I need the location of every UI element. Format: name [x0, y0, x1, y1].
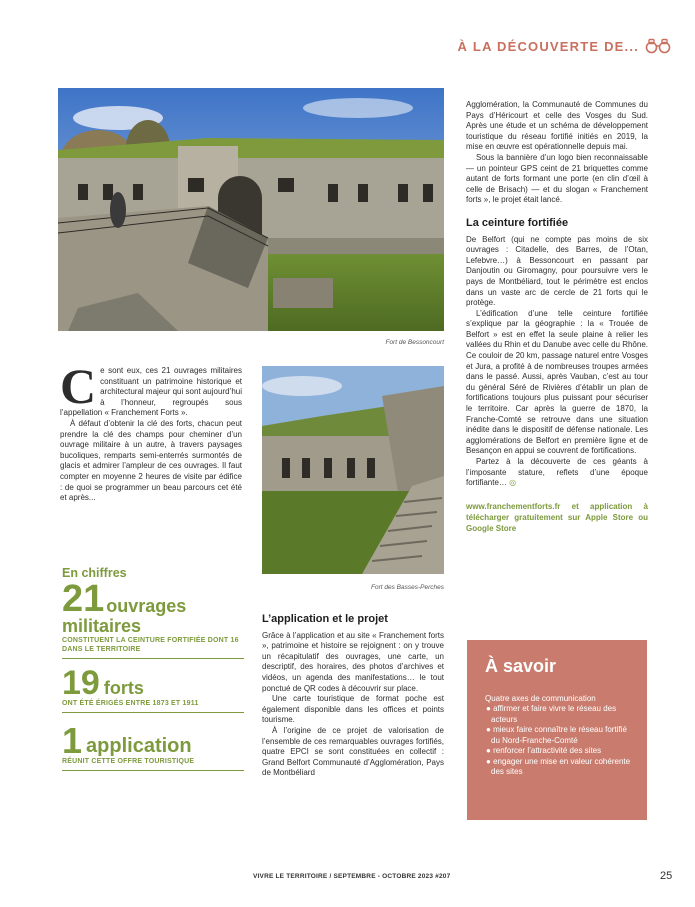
dropcap: C — [60, 358, 97, 414]
application-paragraph-2: Une carte touristique de format poche est également disponible dans les offices et points tourisme. — [262, 694, 444, 725]
intro-text — [60, 358, 242, 504]
ceinture-paragraph-3-text: Partez à la découverte de ces géants à l’imposante stature, reflets d’une époque fortifiante… — [466, 457, 648, 488]
list-item-text: engager une mise en valeur cohérente des sites — [491, 756, 631, 776]
list-item-text: affirmer et faire vivre le réseau des acteurs — [491, 704, 617, 724]
stat-ouvrages — [62, 578, 244, 659]
intro-paragraph-2: À défaut d’obtenir la clé des forts, chacun peut prendre la clé des champs pour cheminer d’un ouvrage militaire à un autre, à travers paysages bucoliques, remparts semi-enterrés surmontés de glacis et admirer l’ampleur de ces ouvrages. Il faut compter en moyenne 2 heures de visite par édifice : de quoi se programmer un beau parcours cet été et après... — [60, 418, 242, 503]
stat-number: 21 — [62, 578, 105, 620]
right-column — [466, 100, 648, 534]
stat-label-line2: militaires — [62, 616, 142, 636]
rubric-title: À LA DÉCOUVERTE DE... — [457, 38, 639, 54]
key-figures-title: En chiffres — [62, 566, 127, 580]
footer-publication: VIVRE LE TERRITOIRE / SEPTEMBRE - OCTOBRE 2023 #207 — [253, 873, 451, 880]
application-section — [262, 614, 444, 779]
list-item — [485, 746, 633, 757]
list-item — [485, 704, 633, 725]
photo-caption-bessoncourt: Fort de Bessoncourt — [385, 339, 444, 346]
ceinture-paragraph-2: L’édification d’une telle ceinture fortifiée s’explique par la géographie : la « Trouée de Belfort » est en effet la seule plaine à relier les vallées du Rhin et du Danube avec celle du Rhône. Ce couloir de 20 km, passage naturel entre Vosges et Jura, a profité à de nombreuses troupes armées dans le passé. Aussi, après Vauban, c’est au tour du général Séré de Rivières d’établir un plan de fortifications toujours plus puissant pour sécuriser le territoire. Car après la guerre de 1870, la Franche-Comté se retrouve dans une situation inédite dans le dispositif de défense nationale. Les agglomérations de Belfort en première ligne et de Besançon en appui se couvrent de fortifications. — [466, 308, 648, 456]
bullet-icon: ● — [486, 756, 491, 766]
a-savoir-box — [467, 640, 647, 820]
bullet-icon: ● — [486, 704, 491, 713]
stat-forts — [62, 664, 244, 713]
list-item-text: mieux faire connaître le réseau fortifié du Nord-Franche-Comté — [491, 725, 627, 745]
photo-fort-basses-perches — [262, 366, 444, 574]
photo-caption-basses-perches: Fort des Basses-Perches — [371, 584, 444, 591]
stat-number: 1 — [62, 720, 83, 761]
a-savoir-intro: Quatre axes de communication — [485, 694, 596, 703]
stat-label: forts — [103, 678, 144, 698]
section-rubric — [458, 38, 671, 54]
a-savoir-title: À savoir — [485, 656, 557, 676]
end-of-article-icon: ◎ — [509, 478, 517, 488]
website-link[interactable]: www.franchementforts.fr et application à télécharger gratuitement sur Apple Store ou Google Store — [466, 501, 648, 533]
list-item — [485, 725, 633, 746]
bullet-icon: ● — [486, 725, 491, 734]
stat-number: 19 — [62, 664, 100, 702]
key-figures — [62, 566, 244, 779]
ceinture-paragraph-3 — [466, 457, 648, 489]
list-item-text: renforcer l’attractivité des sites — [493, 746, 602, 755]
stat-label: application — [86, 735, 192, 757]
a-savoir-list — [485, 704, 633, 778]
section-heading-application: L’application et le projet — [262, 613, 388, 625]
list-item — [485, 757, 633, 778]
binoculars-icon — [645, 38, 671, 54]
intro-paragraph-1: e sont eux, ces 21 ouvrages militaires constituant un patrimoine historique et architectural majeur qui sont aujourd’hui à l’honneur, regroupés sous l’appellation « Franchement Forts ». — [60, 366, 242, 418]
page-number: 25 — [660, 870, 673, 882]
stat-label: ouvrages — [106, 596, 187, 616]
ceinture-paragraph-1: De Belfort (qui ne compte pas moins de six ouvrages : Citadelle, des Barres, de l’Otan, Lefebvre…) à Bessoncourt en passant par Danjoutin ou Giromagny, pour poursuivre vers le pays de Montbéliard, tout le périmètre est enclos dans un vaste arc de cercle de 21 forts qui le protège. — [466, 234, 648, 308]
stat-description: ONT ÉTÉ ÉRIGÉS ENTRE 1873 ET 1911 — [62, 700, 199, 707]
project-paragraph-1: Agglomération, la Communauté de Communes du Pays d’Héricourt et celle des Vosges du Sud. Après une étude et un schéma de développement touristique du réseau fortifié initiés en 2019, la mise en œuvre est opérationnelle depuis mai. — [466, 100, 648, 152]
photo-fort-bessoncourt — [58, 88, 444, 331]
application-paragraph-1: Grâce à l’application et au site « Franchement forts », patrimoine et histoire se rejoignent : on y trouve un récapitulatif des ouvrages, une carte, un descriptif, des horaires, des photos d’archives et vidéos, un agenda des manifestations… le tout ponctué de QR codes à découvrir sur place. — [262, 630, 444, 693]
stat-application — [62, 720, 244, 771]
stat-description: CONSTITUENT LA CEINTURE FORTIFIÉE DONT 16 DANS LE TERRITOIRE — [62, 637, 239, 653]
project-paragraph-2: Sous la bannière d’un logo bien reconnaissable — un pointeur GPS ceint de 21 briquettes comme autant de forts formant une porte (en clin d’œil à celle de Brisach) — et du slogan « Franchement forts », le projet était lancé. — [466, 152, 648, 205]
application-paragraph-3: À l’origine de ce projet de valorisation de l’ensemble de ces remarquables ouvrages fortifiés, quatre EPCI se sont constituées en collectif : Grand Belfort Communauté d’Agglomération, Pays de Montbéliard — [262, 725, 444, 778]
stat-description: RÉUNIT CETTE OFFRE TOURISTIQUE — [62, 758, 195, 765]
section-heading-ceinture: La ceinture fortifiée — [466, 216, 569, 229]
bullet-icon: ● — [486, 746, 491, 755]
